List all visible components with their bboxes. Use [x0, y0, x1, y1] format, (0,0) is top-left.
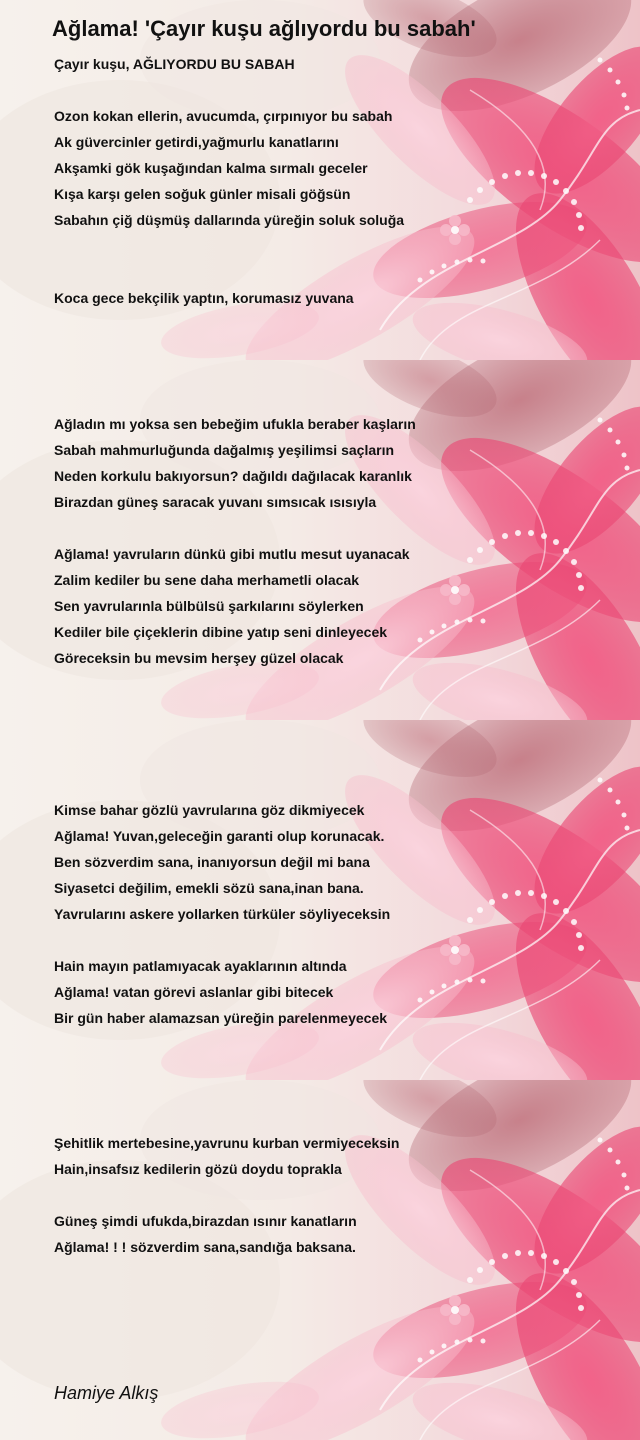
poem-title: Ağlama! 'Çayır kuşu ağlıyordu bu sabah'	[52, 16, 476, 41]
poem-author: Hamiye Alkış	[54, 1383, 159, 1403]
poem-line: Ağlama! Yuvan,geleceğin garanti olup korunacak.	[54, 828, 385, 844]
poem-line: Güneş şimdi ufukda,birazdan ısınır kanatların	[54, 1213, 357, 1229]
poem-line: Hain,insafsız kedilerin gözü doydu toprakla	[54, 1161, 342, 1177]
poem-line: Ozon kokan ellerin, avucumda, çırpınıyor bu sabah	[54, 108, 393, 124]
poem-line: Akşamki gök kuşağından kalma sırmalı geceler	[54, 160, 368, 176]
poem-line: Göreceksin bu mevsim herşey güzel olacak	[54, 650, 344, 666]
poem-line: Sen yavrularınla bülbülsü şarkılarını söylerken	[54, 598, 364, 614]
poem-line: Ağlama! yavruların dünkü gibi mutlu mesut uyanacak	[54, 546, 410, 562]
poem-line: Ak güvercinler getirdi,yağmurlu kanatlarını	[54, 134, 339, 150]
poem-line: Kimse bahar gözlü yavrularına göz dikmiyecek	[54, 802, 365, 818]
poem-line: Siyasetci değilim, emekli sözü sana,inan bana.	[54, 880, 364, 896]
poem-line: Yavrularını askere yollarken türküler söyliyeceksin	[54, 906, 391, 922]
poem-line: Koca gece bekçilik yaptın, korumasız yuvana	[54, 290, 354, 306]
poem-line: Zalim kediler bu sene daha merhametli olacak	[54, 572, 360, 588]
poem-line: Sabah mahmurluğunda dağalmış yeşilimsi saçların	[54, 442, 395, 458]
poem-line: Bir gün haber alamazsan yüreğin parelenmeyecek	[54, 1010, 388, 1026]
poem-line: Ağlama! ! ! sözverdim sana,sandığa baksana.	[54, 1239, 356, 1255]
stanza	[54, 103, 404, 233]
stanza	[54, 285, 354, 311]
poem-line: Ağlama! vatan görevi aslanlar gibi bitecek	[54, 984, 334, 1000]
poem-line: Hain mayın patlamıyacak ayaklarının altında	[54, 958, 347, 974]
stanza	[54, 541, 410, 671]
stanza	[54, 1208, 357, 1260]
poem-line: Sabahın çiğ düşmüş dallarında yüreğin soluk soluğa	[54, 212, 405, 228]
stanza	[54, 953, 387, 1031]
poem-line: Şehitlik mertebesine,yavrunu kurban vermiyeceksin	[54, 1135, 400, 1151]
poem-line: Kışa karşı gelen soğuk günler misali göğsün	[54, 186, 351, 202]
poem-line: Birazdan güneş saracak yuvanı sımsıcak ısısıyla	[54, 494, 377, 510]
poem-subtitle: Çayır kuşu, AĞLIYORDU BU SABAH	[54, 56, 295, 72]
stanza	[54, 1130, 400, 1182]
stanza	[54, 797, 390, 927]
poem-line: Ağladın mı yoksa sen bebeğim ufukla beraber kaşların	[54, 416, 416, 432]
poem-line: Ben sözverdim sana, inanıyorsun değil mi bana	[54, 854, 370, 870]
poem-line: Kediler bile çiçeklerin dibine yatıp seni dinleyecek	[54, 624, 388, 640]
poem-line: Neden korkulu bakıyorsun? dağıldı dağılacak karanlık	[54, 468, 412, 484]
stanza	[54, 411, 416, 515]
